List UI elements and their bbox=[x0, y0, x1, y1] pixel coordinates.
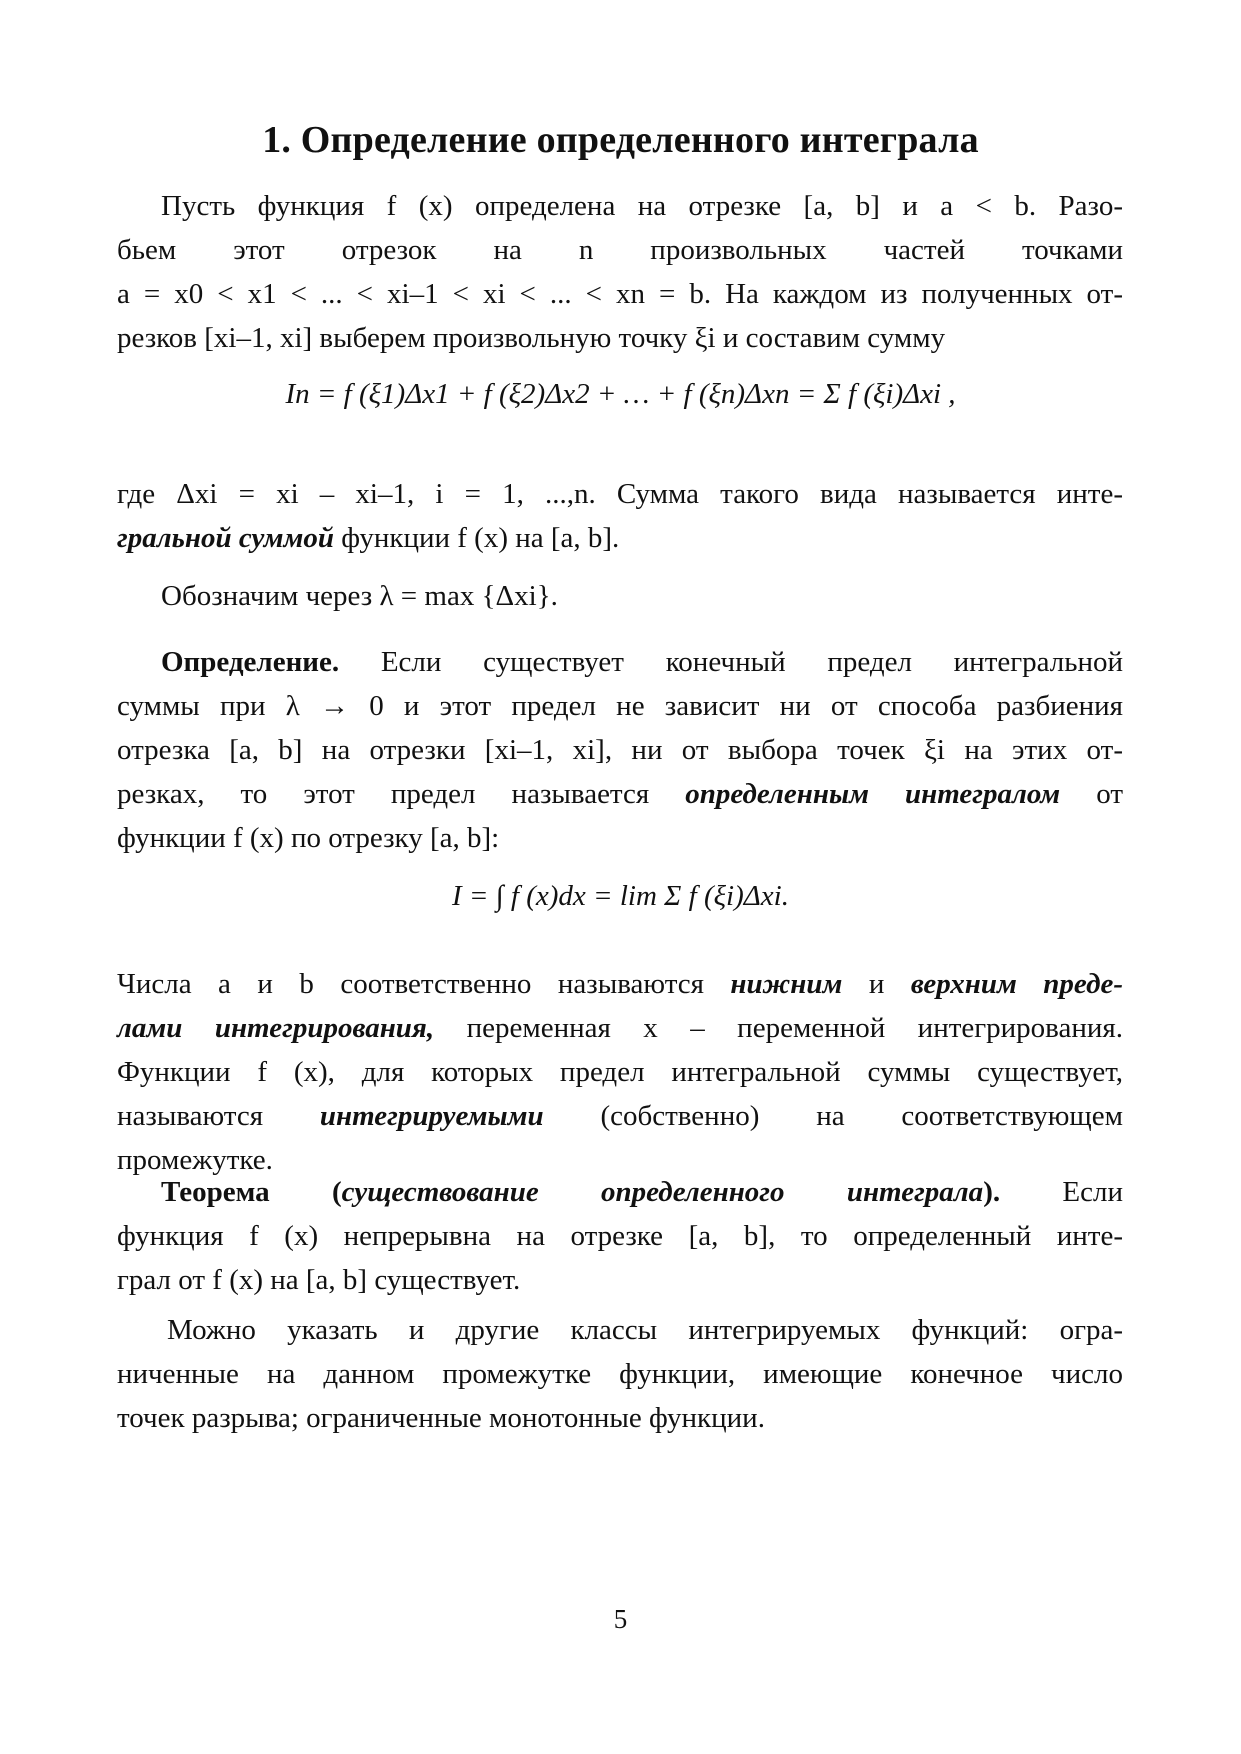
paragraph-line: функции f (x) по отрезку [a, b]: bbox=[117, 822, 500, 854]
integral-sum-formula bbox=[0, 378, 1241, 411]
definition-block bbox=[117, 640, 1123, 860]
definite-integral-formula bbox=[0, 880, 1241, 913]
paragraph-line: называются интегрируемыми (собственно) на соответствующем bbox=[117, 1100, 1123, 1132]
paragraph-line: отрезка [a, b] на отрезки [xi–1, xi], ни от выбора точек ξi на этих от- bbox=[117, 734, 1123, 766]
paragraph-integral-sum bbox=[117, 472, 1123, 560]
paragraph-line: Определение. Если существует конечный предел интегральной bbox=[161, 646, 1123, 678]
term-upper: верхним преде- bbox=[910, 968, 1123, 1000]
section-title: 1. Определение определенного интеграла bbox=[262, 119, 979, 161]
page-number: 5 bbox=[613, 1604, 628, 1634]
definite-integral-expression: I = ∫ f (x)dx = lim Σ f (ξi)Δxi. bbox=[452, 880, 789, 912]
paragraph-line: резков [xi–1, xi] выберем произвольную точку ξi и составим сумму bbox=[117, 322, 946, 354]
paragraph-line: Теорема (существование определенного интеграла). Если bbox=[161, 1176, 1124, 1208]
paragraph-line: бьем этот отрезок на n произвольных частей точками bbox=[117, 234, 1123, 266]
term-integral-sum: гральной суммой bbox=[117, 522, 335, 554]
paragraph-line: резках, то этот предел называется определенным интегралом от bbox=[117, 778, 1123, 810]
paragraph-lambda bbox=[117, 574, 1123, 618]
paragraph-line: лами интегрирования, переменная x – переменной интегрирования. bbox=[117, 1012, 1123, 1044]
theorem-block bbox=[117, 1170, 1123, 1302]
term-limits: лами интегрирования, bbox=[117, 1012, 435, 1044]
paragraph-limits bbox=[117, 962, 1123, 1182]
paragraph-line: ниченные на данном промежутке функции, имеющие конечное число bbox=[117, 1358, 1123, 1390]
paragraph-line: Функции f (x), для которых предел интегральной суммы существует, bbox=[117, 1056, 1123, 1088]
paragraph-line: точек разрыва; ограниченные монотонные функции. bbox=[117, 1402, 765, 1434]
term-definite-integral: определенным интегралом bbox=[685, 778, 1061, 810]
paragraph-line: промежутке. bbox=[117, 1144, 273, 1176]
paragraph-line: где Δxi = xi – xi–1, i = 1, ...,n. Сумма такого вида называется инте- bbox=[117, 478, 1123, 510]
paragraph-line: Числа a и b соответственно называются нижним и верхним преде- bbox=[117, 968, 1123, 1000]
definition-label: Определение. bbox=[161, 646, 340, 678]
paragraph-line: функция f (x) непрерывна на отрезке [a, b], то определенный инте- bbox=[117, 1220, 1123, 1252]
term-lower: нижним bbox=[730, 968, 843, 1000]
paragraph-line: Пусть функция f (x) определена на отрезке [a, b] и a < b. Разо- bbox=[161, 190, 1123, 222]
lambda-definition: Обозначим через λ = max {Δxi}. bbox=[161, 580, 558, 612]
paragraph-line: Можно указать и другие классы интегрируемых функций: огра- bbox=[167, 1314, 1123, 1346]
paragraph-partition bbox=[117, 184, 1123, 360]
paragraph-line: a = x0 < x1 < ... < xi–1 < xi < ... < xn = b. На каждом из полученных от- bbox=[117, 278, 1123, 310]
theorem-name: существование определенного интеграла bbox=[341, 1176, 984, 1208]
paragraph-classes bbox=[117, 1308, 1123, 1440]
paragraph-line: суммы при λ → 0 и этот предел не зависит ни от способа разбиения bbox=[117, 690, 1123, 722]
integral-sum-expression: In = f (ξ1)Δx1 + f (ξ2)Δx2 + … + f (ξn)Δxn = Σ f (ξi)Δxi , bbox=[285, 378, 956, 410]
paragraph-line: гральной суммой функции f (x) на [a, b]. bbox=[117, 522, 620, 554]
paragraph-line: грал от f (x) на [a, b] существует. bbox=[117, 1264, 521, 1296]
term-integrable: интегрируемыми bbox=[319, 1100, 544, 1132]
theorem-label: Теорема ( bbox=[161, 1176, 342, 1208]
